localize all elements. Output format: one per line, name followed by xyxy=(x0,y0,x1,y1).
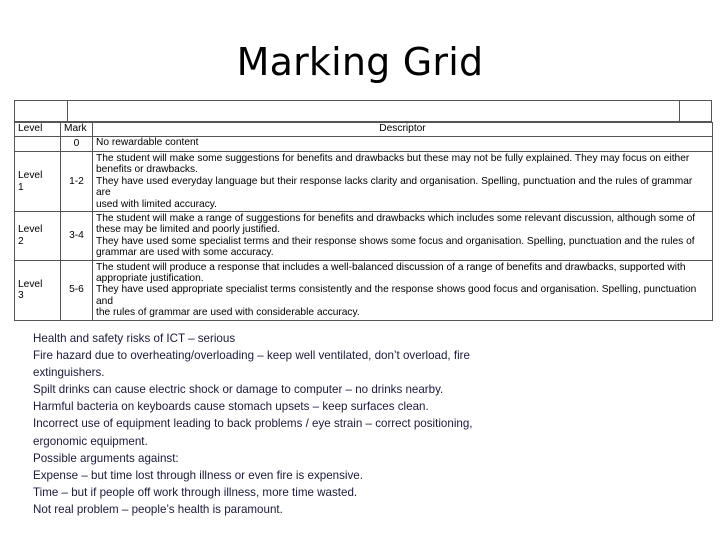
descriptor-line: appropriate justification. xyxy=(96,273,204,285)
notes-line: extinguishers. xyxy=(33,366,105,380)
mark-cell: 0 xyxy=(61,137,93,152)
notes-line: Incorrect use of equipment leading to back problems / eye strain – correct positioning, xyxy=(33,417,473,431)
descriptor-line: The student will make some suggestions for benefits and drawbacks but these may not be fully explained. They may focus on either xyxy=(96,153,690,164)
table-header-row xyxy=(15,123,713,137)
notes-line: Fire hazard due to overheating/overloading – keep well ventilated, don’t overload, fire xyxy=(33,349,470,363)
mark-cell: 3-4 xyxy=(61,212,93,261)
table-row xyxy=(15,152,713,212)
notes-text-block xyxy=(33,330,553,518)
descriptor-cell xyxy=(93,137,713,152)
level-cell xyxy=(15,212,61,261)
notes-line: Health and safety risks of ICT – serious xyxy=(33,332,236,345)
notes-line: ergonomic equipment. xyxy=(33,434,148,448)
descriptor-cell xyxy=(93,152,713,212)
descriptor-cell xyxy=(93,260,713,320)
notes-line: Not real problem – people’s health is paramount. xyxy=(33,502,283,516)
descriptor-line: grammar are used with some accuracy. xyxy=(96,247,274,259)
descriptor-line: these may be limited and poorly justified. xyxy=(96,224,281,236)
level-cell xyxy=(15,260,61,320)
descriptor-line: They have used some specialist terms and their response shows some focus and organisation. Spelling, punctuation and the rules of xyxy=(96,235,695,247)
table-row xyxy=(15,137,713,152)
descriptor-line: the rules of grammar are used with considerable accuracy. xyxy=(96,307,360,319)
level-number: 1 xyxy=(18,181,24,193)
descriptor-cell xyxy=(93,212,713,261)
marking-grid-table xyxy=(14,122,713,321)
descriptor-line: benefits or drawbacks. xyxy=(96,164,198,176)
mark-cell: 1-2 xyxy=(61,152,93,212)
descriptor-line: The student will produce a response that includes a well-balanced discussion of a range of benefits and drawbacks, supported with xyxy=(96,261,686,273)
descriptor-line: They have used appropriate specialist terms consistently and the response shows good focus and organisation. Spelling, punctuation and xyxy=(96,284,697,307)
descriptor-line: The student will make a range of suggestions for benefits and drawbacks which includes some relevant discussion, although some of xyxy=(96,213,696,225)
level-cell xyxy=(15,137,61,152)
slide-title: Marking Grid xyxy=(236,40,484,84)
notes-line: Possible arguments against: xyxy=(33,451,179,465)
level-label: Level xyxy=(18,224,43,236)
level-column-header: Level xyxy=(15,123,61,137)
notes-line: Spilt drinks can cause electric shock or damage to computer – no drinks nearby. xyxy=(33,383,444,397)
level-number: 3 xyxy=(18,290,24,302)
notes-line: Time – but if people off work through illness, more time wasted. xyxy=(33,485,358,499)
notes-line: Expense – but time lost through illness or even fire is expensive. xyxy=(33,468,363,482)
descriptor-line: They have used everyday language but their response lacks clarity and organisation. Spelling, punctuation and the rules of grammar are xyxy=(96,175,693,199)
strip-divider xyxy=(67,101,68,121)
table-row xyxy=(15,212,713,261)
mark-column-header: Mark xyxy=(61,123,93,137)
table-row xyxy=(15,260,713,320)
descriptor-column-header: Descriptor xyxy=(93,123,713,137)
table-header-strip xyxy=(14,100,712,122)
strip-divider xyxy=(679,101,680,121)
level-label: Level xyxy=(18,170,43,182)
notes-line: Harmful bacteria on keyboards cause stomach upsets – keep surfaces clean. xyxy=(33,400,429,414)
descriptor-line: No rewardable content xyxy=(96,137,199,148)
descriptor-line: used with limited accuracy. xyxy=(96,198,217,210)
level-cell xyxy=(15,152,61,212)
level-label: Level xyxy=(18,278,43,290)
level-number: 2 xyxy=(18,235,24,247)
mark-cell: 5-6 xyxy=(61,260,93,320)
